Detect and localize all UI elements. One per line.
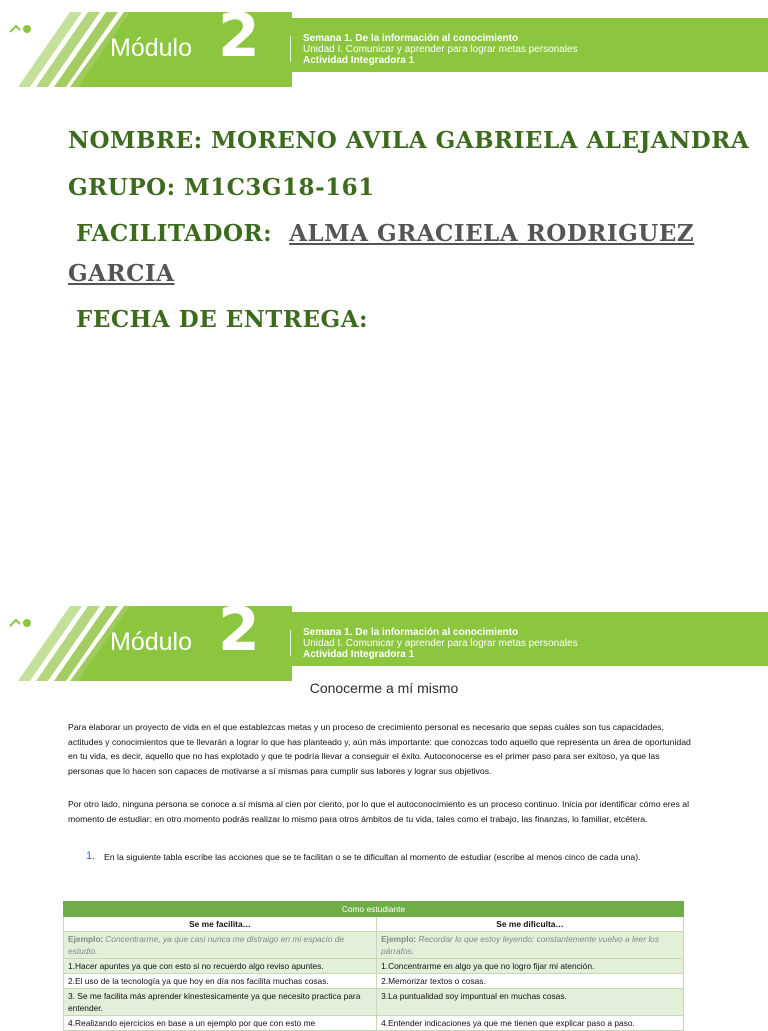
table-row [64, 959, 684, 974]
modulo-label: Módulo [110, 34, 192, 62]
example-label: Ejemplo [381, 934, 414, 944]
example-easy: Ejemplo: Concentrarme, ya que casi nunca me distraigo en mi espacio de estudio. [64, 932, 377, 959]
example-hard-text: Recordar lo que estoy leyendo; constantemente vuelvo a leer los párrafos. [381, 934, 660, 956]
banner-unit: Unidad I. Comunicar y aprender para lograr metas personales [303, 44, 578, 55]
instruction-item [86, 850, 690, 865]
paragraph-1: Para elaborar un proyecto de vida en el que establezcas metas y un proceso de crecimiento personal es necesario que sepas cuáles son tus capacidades, actitudes y conocimientos que te llevarán a lograr lo que has planteado y, aún más importante: que conozcas todo aquello que representa un área de oportunidad en tu vida, es decir, aquello que no has explotado y que te podría llevar a conseguir el éxito. Autoconocerse es el primer paso para ser exitoso, ya que las personas que lo hacen son capaces de motivarse a sí mismas para cumplir sus labores y lograr sus objetivos. [68, 722, 691, 776]
due-date-label: FECHA DE ENTREGA: [76, 306, 369, 333]
table-cell: 4.Entender indicaciones ya que me tienen que explicar paso a paso. [377, 1016, 684, 1031]
study-table [63, 901, 684, 1031]
banner-activity-2: Actividad Integradora 1 [303, 649, 415, 660]
table-cell: 1.Concentrarme en algo ya que no logro fijar mi atención. [377, 959, 684, 974]
module-banner-2 [0, 595, 768, 681]
banner-week-2: Semana 1. De la información al conocimiento [303, 627, 519, 638]
facilitator-name: ALMA GRACIELA RODRIGUEZ [289, 220, 695, 247]
student-name: NOMBRE: MORENO AVILA GABRIELA ALEJANDRA [68, 127, 750, 154]
table-cell: 3. Se me facilita más aprender kinestesicamente ya que necesito practica para entender. [64, 989, 377, 1016]
modulo-number: 2 [218, 1, 260, 71]
facilitator-surname: GARCIA [68, 260, 175, 287]
modulo-label-2: Módulo [110, 628, 192, 656]
table-row [64, 989, 684, 1016]
modulo-number-2: 2 [218, 595, 260, 665]
example-hard: Ejemplo: Recordar lo que estoy leyendo; constantemente vuelvo a leer los párrafos. [377, 932, 684, 959]
section-title: Conocerme a mí mismo [309, 680, 459, 696]
prepa-logo-icon-2 [0, 606, 40, 640]
item-text: En la siguiente tabla escribe las acciones que se te facilitan o se te dificultan al momento de estudiar (escribe al menos cinco de cada una). [104, 852, 641, 862]
example-easy-text: Concentrarme, ya que casi nunca me distraigo en mi espacio de estudio. [68, 934, 345, 956]
group: GRUPO: M1C3G18-161 [68, 174, 375, 201]
table-row [64, 974, 684, 989]
col-header-hard: Se me dificulta… [377, 917, 684, 932]
table-cell: 1.Hacer apuntes ya que con esto si no recuerdo algo reviso apuntes. [64, 959, 377, 974]
module-banner [0, 1, 768, 87]
example-label: Ejemplo [68, 934, 101, 944]
banner-text [303, 33, 578, 66]
banner-text-2 [303, 627, 578, 660]
facilitator-name-cont [68, 260, 175, 287]
banner-activity: Actividad Integradora 1 [303, 55, 415, 66]
banner-divider [290, 36, 291, 62]
table-cell: 2.Memorizar textos o cosas. [377, 974, 684, 989]
table-row [64, 1016, 684, 1031]
item-number: 1. [86, 850, 96, 862]
banner-unit-2: Unidad I. Comunicar y aprender para lograr metas personales [303, 638, 578, 649]
prepa-logo-icon [0, 12, 40, 46]
facilitator-label: FACILITADOR: [76, 220, 273, 247]
col-header-easy: Se me facilita… [64, 917, 377, 932]
table-cell: 3.La puntualidad soy impuntual en muchas cosas. [377, 989, 684, 1016]
table-caption: Como estudiante [64, 902, 684, 917]
banner-week: Semana 1. De la información al conocimiento [303, 33, 519, 44]
table-cell: 2.El uso de la tecnología ya que hoy en día nos facilita muchas cosas. [64, 974, 377, 989]
banner-divider-2 [290, 630, 291, 656]
paragraph-2: Por otro lado, ninguna persona se conoce a sí misma al cien por ciento, por lo que el autoconocimiento es un proceso continuo. Inicia por identificar cómo eres al momento de estudiar; en otro momento podrás realizar lo mismo para otros ámbitos de tu vida, tales como el trabajo, las finanzas, lo familiar, etcétera. [68, 799, 690, 824]
facilitator [76, 220, 694, 247]
table-cell: 4.Realizando ejercicios en base a un ejemplo por que con esto me [64, 1016, 377, 1031]
